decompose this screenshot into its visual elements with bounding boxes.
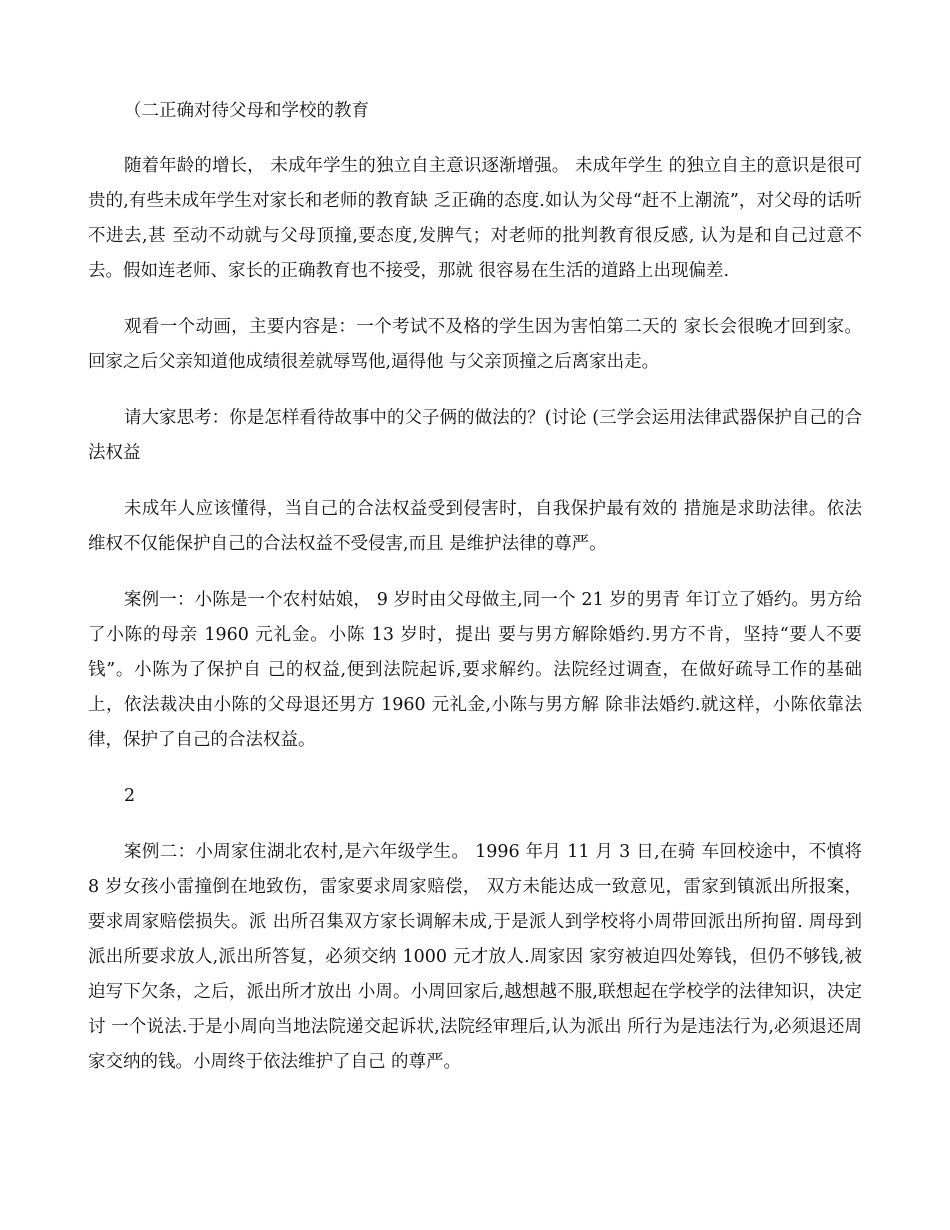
paragraph-animation: 观看一个动画，主要内容是：一个考试不及格的学生因为害怕第二天的 家长会很晚才回到家。回家之后父亲知道他成绩很差就辱骂他,逼得他 与父亲顶撞之后离家出走。 [88,317,862,372]
page-number: 2 [124,786,136,806]
paragraph-case-two: 案例二：小周家住湖北农村,是六年级学生。 1996 年月 11 月 3 日,在骑 车回校途中，不慎将 8 岁女孩小雷撞倒在地致伤，雷家要求周家赔偿， 双方未能达成一致意见，雷家到镇派出所报案，要求周家赔偿损失。派 出所召集双方家长调解未成,于是派人到学校将小周带回派出所拘留. 周母到派出所要求放人,派出所答复，必须交纳 1000 元才放人.周家因 家穷被迫四处筹钱，但仍不够钱,被迫写下欠条，之后，派出所才放出 小周。小周回家后,越想越不服,联想起在学校学的法律知识，决定讨 一个说法.于是小周向当地法院递交起诉状,法院经审理后,认为派出 所行为是违法行为,必须退还周家交纳的钱。小周终于依法维护了自己 的尊严。 [88,842,862,1072]
paragraph-independence: 随着年龄的增长， 未成年学生的独立自主意识逐渐增强。 未成年学生 的独立自主的意识是很可贵的,有些未成年学生对家长和老师的教育缺 乏正确的态度.如认为父母“赶不上潮流”，对父母的话听不进去,甚 至动不动就与父母顶撞,要态度,发脾气；对老师的批判教育很反感, 认为是和自己过意不去。假如连老师、家长的正确教育也不接受，那就 很容易在生活的道路上出现偏差. [88,156,862,281]
paragraph-discussion: 请大家思考：你是怎样看待故事中的父子俩的做法的？(讨论 (三学会运用法律武器保护自己的合法权益 [88,408,862,463]
paragraph-case-one: 案例一：小陈是一个农村姑娘， 9 岁时由父母做主,同一个 21 岁的男青 年订立了婚约。男方给了小陈的母亲 1960 元礼金。小陈 13 岁时，提出 要与男方解除婚约.男方不肯，坚持“要人不要钱”。小陈为了保护自 己的权益,便到法院起诉,要求解约。法院经过调查，在做好疏导工作的基础上，依法裁决由小陈的父母退还男方 1960 元礼金,小陈与男方解 除非法婚约.就这样，小陈依靠法律，保护了自己的合法权益。 [88,590,862,750]
section-heading: （二正确对待父母和学校的教育 [124,101,369,121]
paragraph-legal-rights: 未成年人应该懂得，当自己的合法权益受到侵害时，自我保护最有效的 措施是求助法律。依法维权不仅能保护自己的合法权益不受侵害,而且 是维护法律的尊严。 [88,499,862,554]
